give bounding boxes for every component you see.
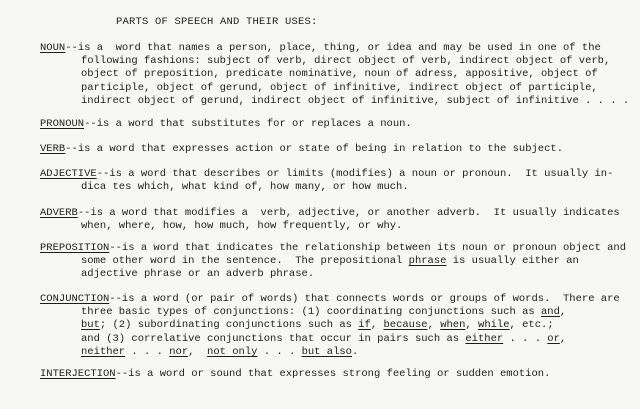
term-adverb: ADVERB [40,207,78,219]
entry-adverb [40,207,620,233]
term-conjunction: CONJUNCTION [40,293,110,305]
noun-line-4: participle, object of gerund, object of infinitive, indirect object of participle, [81,81,598,94]
page-title: PARTS OF SPEECH AND THEIR USES: [116,16,318,28]
entry-preposition [40,242,626,282]
entry-pronoun [40,118,412,131]
adverb-definition: --is a word that modifies a verb, adjective, or another adverb. It usually indicates [77,207,620,219]
conjunction-line-3: but; (2) subordinating conjunctions such as if, because, when, while, etc.; [81,319,554,332]
term-interjection: INTERJECTION [40,368,116,380]
example-because: because [383,319,428,332]
term-noun: NOUN [40,42,66,54]
example-while: while [478,319,510,332]
interjection-definition: --is a word or sound that expresses strong feeling or sudden emotion. [115,368,551,380]
term-adjective: ADJECTIVE [40,168,97,180]
noun-line-3: object of preposition, predicate nominative, noun of adress, appositive, object of [81,68,598,81]
conjunction-line-2: three basic types of conjunctions: (1) coordinating conjunctions such as and, [81,306,567,319]
example-but-also: but also [301,345,352,358]
preposition-line-2: some other word in the sentence. The prepositional phrase is usually either an [81,255,579,268]
entry-adjective [40,168,613,194]
example-neither: neither [81,345,126,358]
entry-noun [40,42,629,108]
term-preposition: PREPOSITION [40,242,110,254]
example-nor: nor [169,345,189,358]
entry-interjection [40,368,550,381]
underlined-phrase: phrase [408,255,447,268]
entry-conjunction [40,293,620,359]
example-or: or [547,332,560,345]
conjunction-definition: --is a word (or pair of words) that connects words or groups of words. There are [109,293,620,305]
example-but: but [81,319,100,332]
adjective-definition: --is a word that describes or limits (modifies) a noun or pronoun. It usually in- [96,168,614,180]
entry-verb [40,143,563,156]
conjunction-line-4: and (3) correlative conjunctions that occur in pairs such as either . . . or, [81,332,567,345]
adverb-line-2: when, where, how, how much, how frequently, or why. [81,220,403,233]
noun-line-5: indirect object of gerund, indirect object of infinitive, subject of infinitive . . . . [81,94,630,107]
example-when: when [440,319,466,332]
example-not-only: not only [207,345,258,358]
preposition-line-3: adjective phrase or an adverb phrase. [81,268,315,281]
example-if: if [358,319,371,332]
term-pronoun: PRONOUN [40,118,85,130]
term-verb: VERB [40,143,66,155]
noun-line-2: following fashions: subject of verb, direct object of verb, indirect object of verb, [81,55,611,68]
verb-definition: --is a word that expresses action or state of being in relation to the subject. [65,143,563,155]
adjective-line-2: dica tes which, what kind of, how many, or how much. [81,181,409,194]
conjunction-line-5: neither . . . nor, not only . . . but also. [81,345,359,358]
pronoun-definition: --is a word that substitutes for or replaces a noun. [84,118,412,130]
example-either: either [465,332,504,345]
noun-definition: --is a word that names a person, place, thing, or idea and may be used in one of the [65,42,601,54]
preposition-definition: --is a word that indicates the relationship between its noun or pronoun object and [109,242,626,254]
example-and: and [540,306,560,319]
